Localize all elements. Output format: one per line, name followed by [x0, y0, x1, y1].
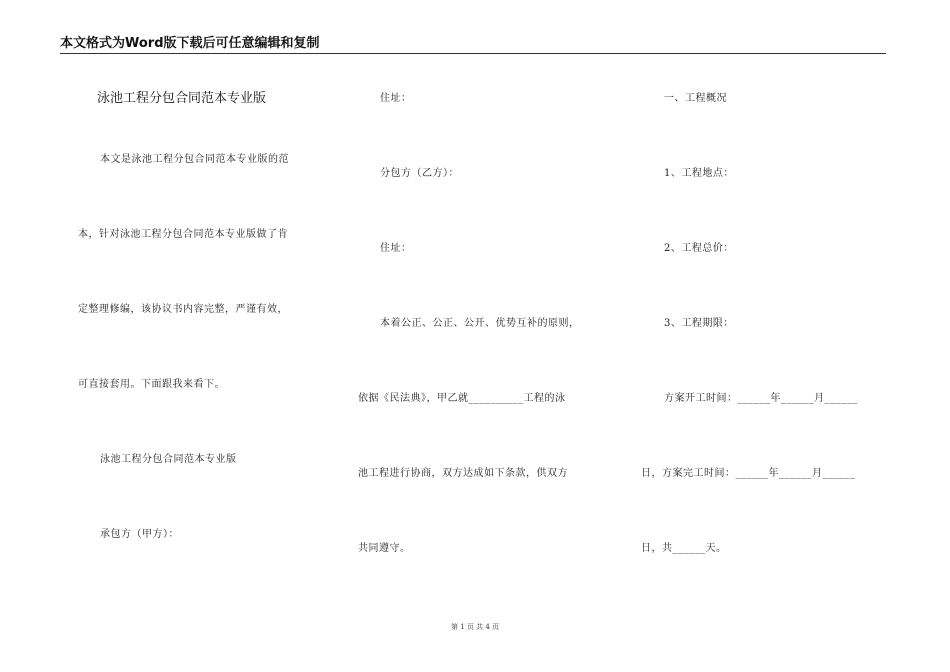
- section-heading: 一、工程概况: [664, 93, 727, 104]
- body-line: 本着公正、公正、公开、优势互补的原则，: [380, 318, 580, 329]
- body-line: 本文是泳池工程分包合同范本专业版的范: [100, 154, 289, 165]
- body-line: 1、工程地点：: [664, 168, 734, 179]
- body-line: 泳池工程分包合同范本专业版: [100, 454, 237, 465]
- body-line: 可直接套用。下面跟我来看下。: [78, 379, 225, 390]
- body-line: 定整理修编，该协议书内容完整，严谨有效，: [78, 304, 288, 315]
- document-title: 泳池工程分包合同范本专业版: [97, 91, 267, 106]
- header-divider: [60, 53, 886, 54]
- body-line: 3、工程期限：: [664, 318, 734, 329]
- body-line: 住址：: [380, 243, 412, 254]
- body-line: 2、工程总价：: [664, 243, 734, 254]
- body-line: 依据《民法典》，甲乙就__________工程的泳: [358, 393, 566, 404]
- page-number: 第 1 页 共 4 页: [450, 623, 500, 631]
- body-line: 本，针对泳池工程分包合同范本专业版做了肯: [78, 229, 288, 240]
- body-line: 方案开工时间：______年______月______: [664, 393, 858, 404]
- body-line: 日，共______天。: [641, 543, 727, 554]
- document-header: 本文格式为Word版下载后可任意编辑和复制: [60, 36, 320, 51]
- body-line: 池工程进行协商，双方达成如下条款，供双方: [358, 468, 568, 479]
- body-line: 日，方案完工时间：______年______月______: [641, 468, 856, 479]
- body-line: 分包方（乙方）：: [380, 168, 459, 179]
- body-line: 共同遵守。: [358, 543, 411, 554]
- body-line: 承包方（甲方）：: [100, 529, 179, 540]
- body-line: 住址：: [380, 93, 412, 104]
